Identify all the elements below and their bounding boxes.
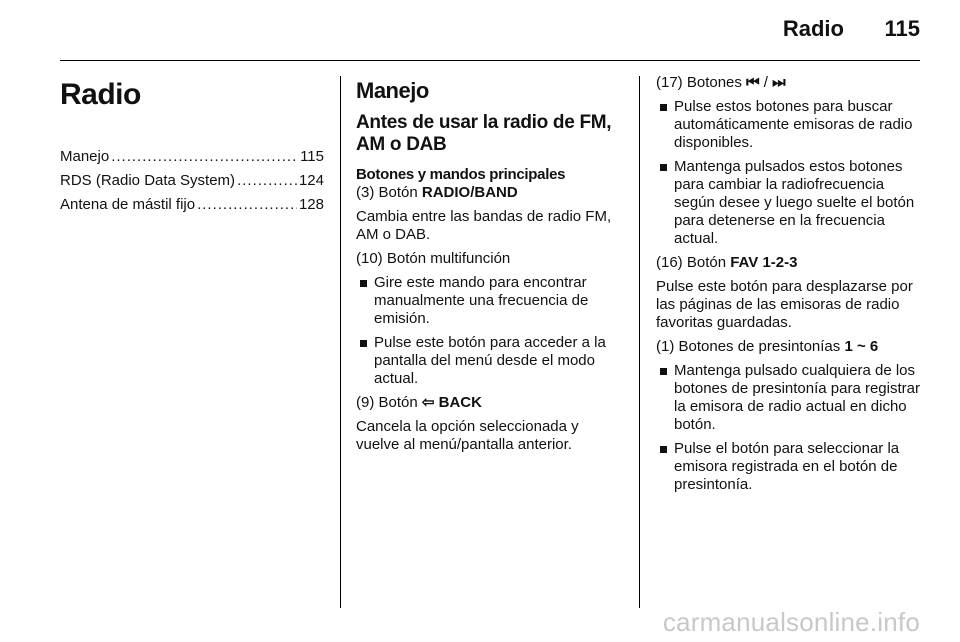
back-description: Cancela la opción seleccionada y vuelve al menú/pantalla anterior. bbox=[356, 418, 579, 453]
toc-leader bbox=[237, 172, 297, 190]
back-arrow-icon: ⇦ bbox=[421, 394, 435, 411]
item-prefix: (9) Botón bbox=[356, 394, 422, 411]
toc-entry-manejo[interactable] bbox=[60, 148, 324, 166]
fav-description: Pulse este botón para desplazarse por las páginas de las emisoras de radio favoritas guardadas. bbox=[656, 278, 913, 331]
toc-entry-page: 124 bbox=[298, 172, 324, 189]
list-item: Mantenga pulsado cualquiera de los botones de presintonía para registrar la emisora de radio actual en dicho botón. bbox=[656, 362, 922, 434]
column-divider-2 bbox=[639, 76, 640, 608]
section-heading: Manejo bbox=[356, 78, 429, 103]
multifunction-label: (10) Botón multifunción bbox=[356, 250, 511, 267]
separator: / bbox=[759, 74, 773, 91]
item-prefix: (17) Botones bbox=[656, 74, 747, 91]
toc-entry-label: Antena de mástil fijo bbox=[60, 196, 196, 213]
toc-entry-label: Manejo bbox=[60, 148, 110, 165]
list-item: Gire este mando para encontrar manualmente una frecuencia de emisión. bbox=[356, 274, 624, 328]
presets-bullets bbox=[656, 362, 922, 494]
radio-band-label bbox=[356, 184, 624, 202]
chapter-title: Radio bbox=[60, 78, 141, 111]
column-divider-1 bbox=[340, 76, 341, 608]
presets-button-name: 1 ~ 6 bbox=[844, 338, 879, 355]
watermark: carmanualsonline.info bbox=[662, 607, 920, 637]
column-3 bbox=[656, 74, 922, 500]
presets-label bbox=[656, 338, 922, 356]
back-label bbox=[356, 394, 624, 412]
seek-forward-icon: ⏭ bbox=[772, 74, 786, 91]
radio-band-button-name: RADIO/BAND bbox=[421, 184, 518, 201]
list-item: Pulse este botón para acceder a la pantalla del menú desde el modo actual. bbox=[356, 334, 624, 388]
controls-heading: Botones y mandos principales bbox=[356, 166, 566, 183]
seek-back-icon: ⏮ bbox=[746, 74, 760, 91]
toc-entry-page: 128 bbox=[298, 196, 324, 213]
toc-entry-rds[interactable] bbox=[60, 172, 324, 190]
seek-label bbox=[656, 74, 922, 92]
list-item: Pulse estos botones para buscar automáticamente emisoras de radio disponibles. bbox=[656, 98, 922, 152]
page-number: 115 bbox=[884, 16, 920, 41]
item-prefix: (3) Botón bbox=[356, 184, 422, 201]
list-item: Pulse el botón para seleccionar la emisora registrada en el botón de presintonía. bbox=[656, 440, 922, 494]
toc-entry-label: RDS (Radio Data System) bbox=[60, 172, 236, 189]
item-prefix: (16) Botón bbox=[656, 254, 731, 271]
toc-entry-antena[interactable] bbox=[60, 196, 324, 214]
header-title: Radio bbox=[782, 16, 844, 41]
subsection-heading: Antes de usar la radio de FM, AM o DAB bbox=[356, 112, 612, 155]
back-button-name: BACK bbox=[438, 394, 482, 411]
radio-band-description: Cambia entre las bandas de radio FM, AM o DAB. bbox=[356, 208, 612, 243]
toc-leader bbox=[111, 148, 298, 166]
list-item: Mantenga pulsados estos botones para cambiar la radiofrecuencia según desee y luego suelte el botón para detenerse en la frecuencia actual. bbox=[656, 158, 922, 248]
toc-leader bbox=[197, 196, 297, 214]
fav-label bbox=[656, 254, 922, 272]
toc-entry-page: 115 bbox=[300, 148, 324, 165]
column-2 bbox=[356, 74, 624, 460]
seek-bullets bbox=[656, 98, 922, 248]
header-divider bbox=[60, 60, 920, 61]
fav-button-name: FAV 1-2-3 bbox=[730, 254, 798, 271]
item-prefix: (1) Botones de presintonías bbox=[656, 338, 845, 355]
multifunction-bullets bbox=[356, 274, 624, 388]
chapter-toc bbox=[60, 74, 324, 220]
